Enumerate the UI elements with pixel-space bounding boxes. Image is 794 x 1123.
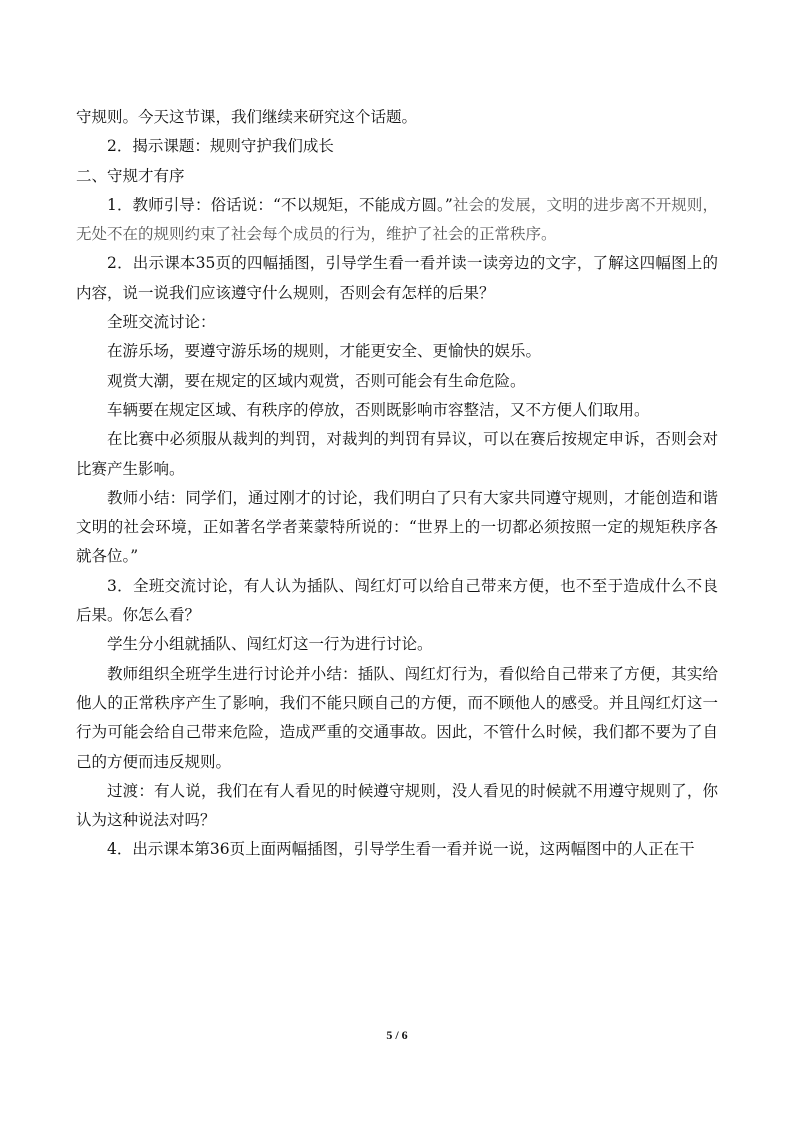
paragraph-referee: 在比赛中必须服从裁判的判罚，对裁判的判罚有异议，可以在赛后按规定申诉，否则会对比赛产生影响。: [76, 430, 718, 478]
paragraph-teacher-guide: [76, 191, 718, 250]
page-number: 5 / 6: [386, 1028, 408, 1042]
paragraph-class-summary: 教师组织全班学生进行讨论并小结：插队、闯红灯行为，看似给自己带来了方便，其实给他人的正常秩序产生了影响，我们不能只顾自己的方便，而不顾他人的感受。并且闯红灯这一行为可能会给自己带来危险，造成严重的交通事故。因此，不管什么时候，我们都不要为了自己的方便而违反规则。: [76, 664, 718, 771]
paragraph-continuation: 守规则。今天这节课，我们继续来研究这个话题。: [76, 108, 418, 126]
paragraph-topic-reveal: 2．揭示课题：规则守护我们成长: [107, 137, 334, 156]
paragraph-class-discussion: 全班交流讨论：: [107, 313, 216, 332]
paragraph-teacher-summary: 教师小结：同学们，通过刚才的讨论，我们明白了只有大家共同遵守规则，才能创造和谐文明的社会环境，正如著名学者莱蒙特所说的：“世界上的一切都必须按照一定的规矩秩序各就各位。”: [76, 488, 718, 566]
paragraph-amusement-park: 在游乐场，要遵守游乐场的规则，才能更安全、更愉快的娱乐。: [107, 342, 542, 361]
paragraph-vehicle-parking: 车辆要在规定区域、有秩序的停放，否则既影响市容整洁，又不方便人们取用。: [107, 400, 650, 419]
paragraph-tide-watching: 观赏大潮，要在规定的区域内观赏，否则可能会有生命危险。: [107, 371, 526, 390]
paragraph-show-illustrations: 2．出示课本35页的四幅插图，引导学生看一看并读一读旁边的文字，了解这四幅图上的内容，说一说我们应该遵守什么规则，否则会有怎样的后果？: [76, 254, 718, 302]
society-text: 社会的发展，文明的进步离不开规则，无处不在的规则约束了社会每个成员的行为，维护了社会的正常秩序。: [76, 195, 718, 244]
paragraph-group-discussion: 学生分小组就插队、闯红灯这一行为进行讨论。: [107, 635, 433, 654]
paragraph-page-36: 4．出示课本第36页上面两幅插图，引导学生看一看并说一说，这两幅图中的人正在干: [107, 840, 695, 859]
paragraph-transition: 过渡：有人说，我们在有人看见的时候遵守规则，没人看见的时候就不用遵守规则了，你认为这种说法对吗？: [76, 781, 718, 830]
document-body: [76, 103, 718, 865]
paragraph-queue-jumping: 3．全班交流讨论，有人认为插队、闯红灯可以给自己带来方便，也不至于造成什么不良后果。你怎么看？: [76, 576, 718, 625]
proverb-text: 1．教师引导：俗话说：“不以规矩，不能成方圆。”: [107, 195, 453, 214]
section-heading: 二、守规才有序: [76, 166, 185, 185]
